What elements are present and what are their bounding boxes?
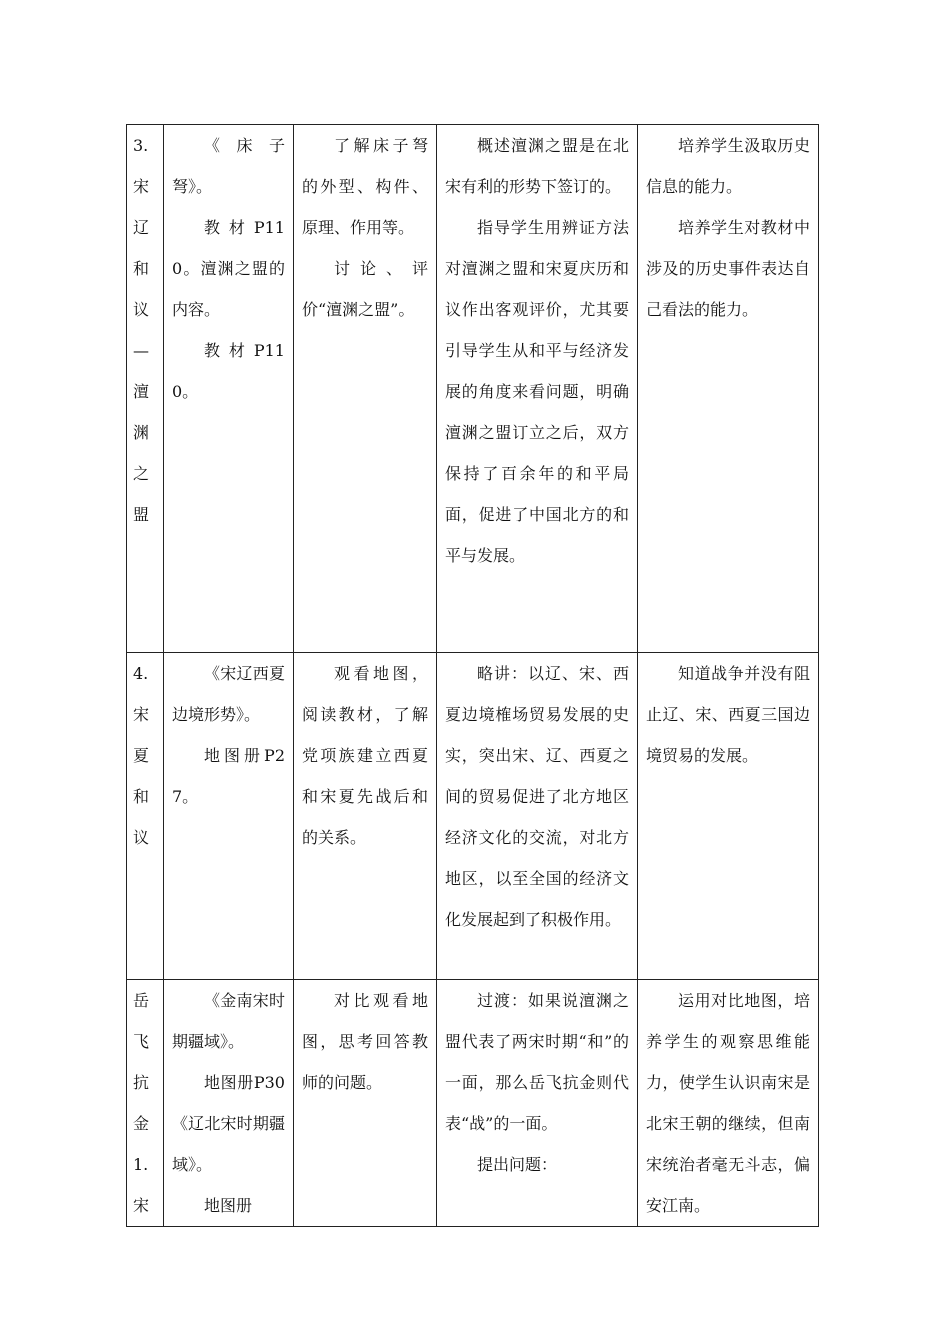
goals-cell [638, 980, 819, 1227]
teacher-activity-cell [437, 125, 638, 653]
table-row [127, 653, 819, 980]
teacher-activity-text: 略讲：以辽、宋、西夏边境榷场贸易发展的史实，突出宋、辽、西夏之间的贸易促进了北方地区经济文化的交流，对北方地区，以至全国的经济文化发展起到了积极作用。 [445, 664, 629, 929]
goal-text: 培养学生对教材中涉及的历史事件表达自己看法的能力。 [646, 218, 810, 319]
teacher-activity-cell [437, 980, 638, 1227]
table-row [127, 980, 819, 1227]
resources-cell [164, 653, 294, 980]
teacher-activity-cell [437, 653, 638, 980]
table-row [127, 125, 819, 653]
goal-text: 知道战争并没有阻止辽、宋、西夏三国边境贸易的发展。 [646, 664, 810, 765]
teacher-activity-text: 指导学生用辨证方法对澶渊之盟和宋夏庆历和议作出客观评价，尤其要引导学生从和平与经济发展的角度来看问题，明确澶渊之盟订立之后，双方保持了百余年的和平局面，促进了中国北方的和平与发展。 [445, 218, 629, 565]
resources-cell [164, 980, 294, 1227]
topic-text: 岳飞抗金1.宋 [133, 991, 150, 1215]
resource-text: 《床子弩》。 [172, 136, 285, 196]
resource-text: 《金南宋时期疆域》。 [172, 991, 285, 1051]
goal-text: 培养学生汲取历史信息的能力。 [646, 136, 810, 196]
teacher-activity-text: 概述澶渊之盟是在北宋有利的形势下签订的。 [445, 136, 629, 196]
topic-cell [127, 980, 164, 1227]
resource-text: 地图册 [204, 1196, 253, 1215]
resource-text: 地图册P30《辽北宋时期疆域》。 [172, 1073, 285, 1174]
student-activity-text: 对比观看地图，思考回答教师的问题。 [302, 991, 428, 1092]
goals-cell [638, 653, 819, 980]
resource-text: 地图册P27。 [172, 746, 285, 806]
student-activity-cell [294, 653, 437, 980]
student-activity-cell [294, 125, 437, 653]
topic-text: 4.宋夏和议 [133, 664, 150, 847]
topic-cell [127, 125, 164, 653]
topic-cell [127, 653, 164, 980]
student-activity-cell [294, 980, 437, 1227]
resources-cell [164, 125, 294, 653]
resource-text: 教材P110。澶渊之盟的内容。 [172, 218, 285, 319]
goal-text: 运用对比地图，培养学生的观察思维能力，使学生认识南宋是北宋王朝的继续，但南宋统治者毫无斗志，偏安江南。 [646, 991, 810, 1215]
resource-text: 教材P110。 [172, 341, 285, 401]
teacher-activity-text: 提出问题： [477, 1155, 558, 1174]
teacher-activity-text: 过渡：如果说澶渊之盟代表了两宋时期“和”的一面，那么岳飞抗金则代表“战”的一面。 [445, 991, 629, 1133]
goals-cell [638, 125, 819, 653]
lesson-plan-table [126, 124, 819, 1227]
resource-text: 《宋辽西夏边境形势》。 [172, 664, 285, 724]
student-activity-text: 观看地图，阅读教材，了解党项族建立西夏和宋夏先战后和的关系。 [302, 664, 428, 847]
student-activity-text: 讨论、评价“澶渊之盟”。 [302, 259, 428, 319]
student-activity-text: 了解床子弩的外型、构件、原理、作用等。 [302, 136, 428, 237]
topic-text: 3.宋辽和议—澶渊之盟 [133, 136, 150, 524]
